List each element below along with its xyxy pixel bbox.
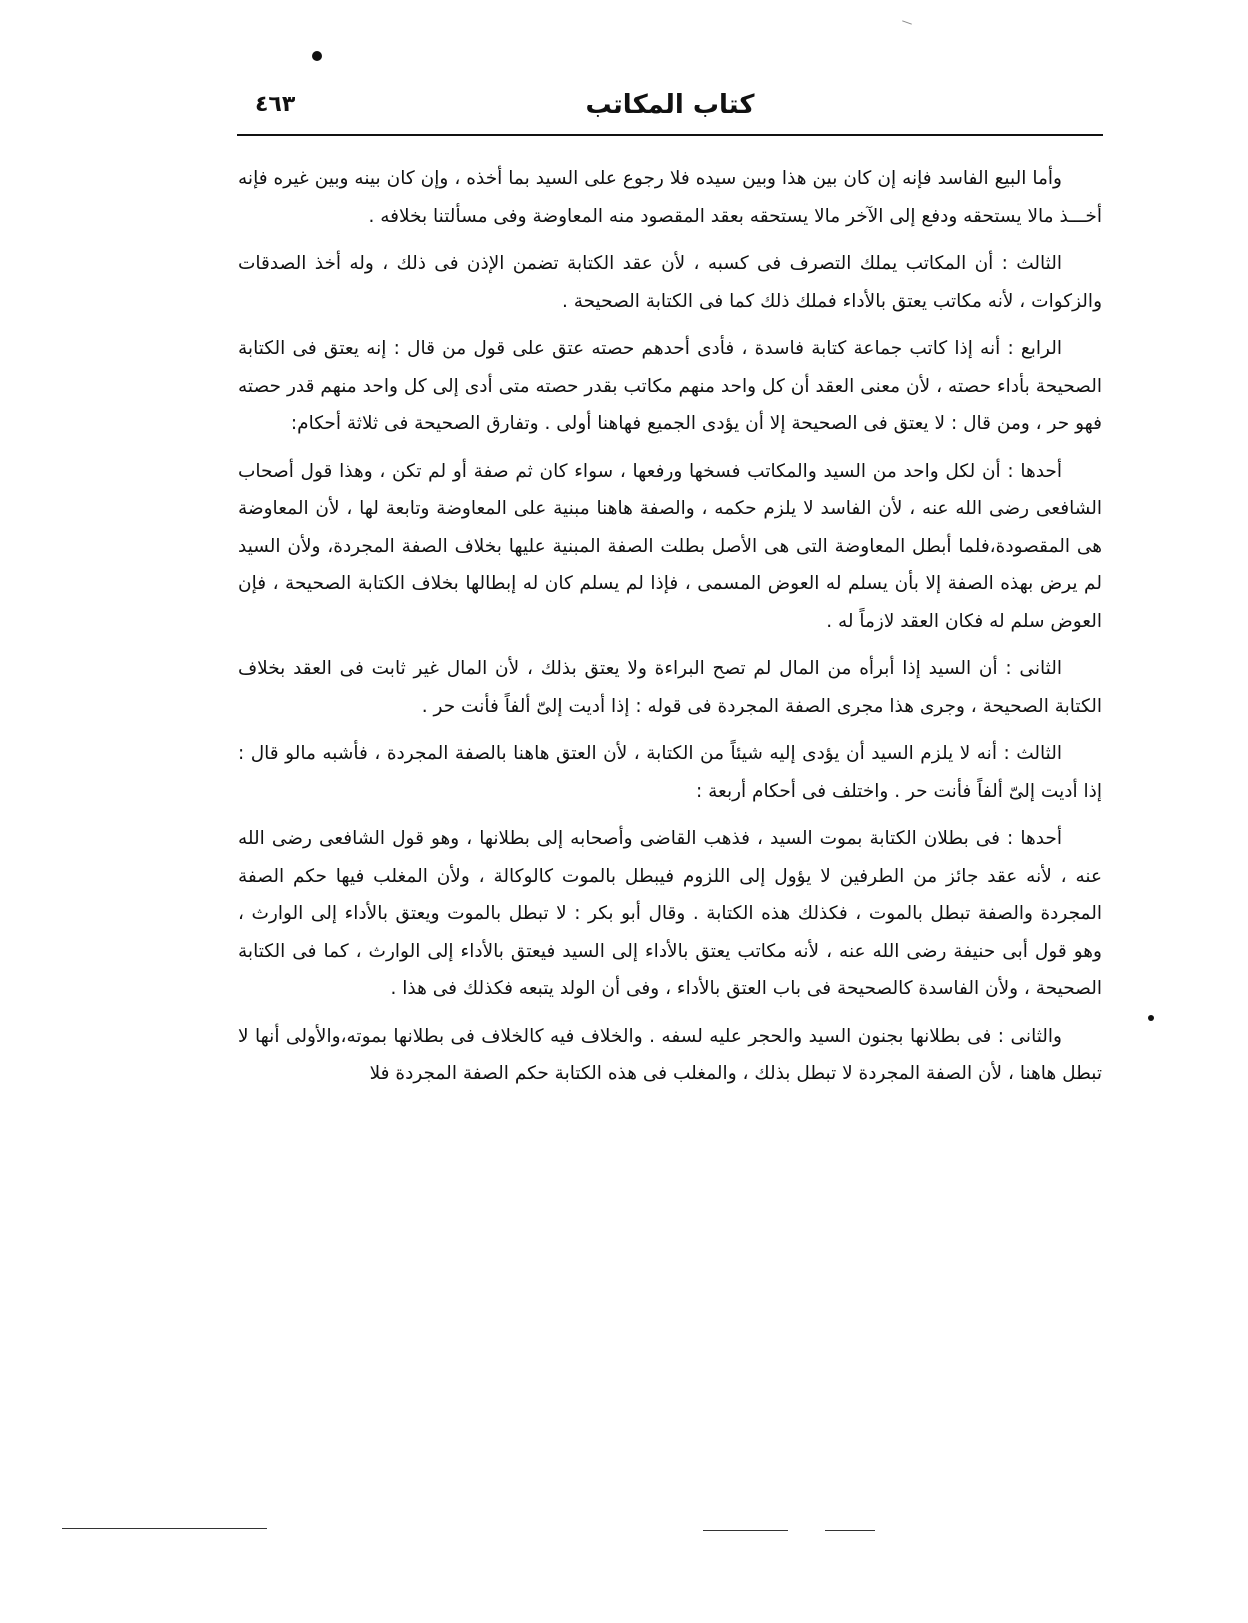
footer-rule-left	[62, 1528, 267, 1529]
ink-dot-margin	[1148, 1015, 1154, 1021]
paragraph-difference-two: الثانى : أن السيد إذا أبرأه من المال لم تصح البراءة ولا يعتق بذلك ، لأن المال غير ثابت فى العقد بخلاف الكتابة الصحيحة ، وجرى هذا مجرى الصفة المجردة فى قوله : إذا أديت إلىّ ألفاً فأنت حر .	[238, 658, 1102, 717]
paragraph-sale: وأما البيع الفاسد فإنه إن كان بين هذا وبين سيده فلا رجوع على السيد بما أخذه ، وإن كان بينه وبين غيره فإنه أخـــذ مالا يستحقه ودفع إلى الآخر مالا يستحقه بعقد المقصود منه المعاوضة وفى مسألتنا بخلافه .	[238, 168, 1102, 227]
paragraph-difference-three: الثالث : أنه لا يلزم السيد أن يؤدى إليه شيئاً من الكتابة ، لأن العتق هاهنا بالصفة المجردة ، فأشبه مالو قال : إذا أديت إلىّ ألفاً فأنت حر . واختلف فى أحكام أربعة :	[238, 743, 1102, 802]
header-rule	[237, 134, 1103, 136]
page-number: ٤٦٣	[255, 92, 296, 117]
paragraph-dispute-two: والثانى : فى بطلانها بجنون السيد والحجر عليه لسفه . والخلاف فيه كالخلاف فى بطلانها بموته،والأولى أنها لا تبطل هاهنا ، لأن الصفة المجردة لا تبطل بذلك ، والمغلب فى هذه الكتابة حكم الصفة المجردة فلا	[238, 1025, 1102, 1084]
paragraph-third-ruling: الثالث : أن المكاتب يملك التصرف فى كسبه ، لأن عقد الكتابة تضمن الإذن فى ذلك ، وله أخذ الصدقات والزكوات ، لأنه مكاتب يعتق بالأداء فملك ذلك كما فى الكتابة الصحيحة .	[238, 253, 1102, 312]
footer-rule-right	[825, 1530, 875, 1531]
scan-speck	[902, 20, 912, 24]
ink-dot-top	[312, 51, 322, 61]
footer-rule-mid	[703, 1530, 788, 1531]
paragraph-dispute-one: أحدها : فى بطلان الكتابة بموت السيد ، فذهب القاضى وأصحابه إلى بطلانها ، وهو قول الشافعى رضى الله عنه ، لأنه عقد جائز من الطرفين لا يؤول إلى اللزوم فيبطل بالموت كالوكالة ، ولأن المغلب فيها حكم الصفة المجردة والصفة تبطل بالموت ، فكذلك هذه الكتابة . وقال أبو بكر : لا تبطل بالموت ويعتق بالأداء إلى الوارث ، وهو قول أبى حنيفة رضى الله عنه ، لأنه مكاتب يعتق بالأداء إلى السيد فيعتق بالأداء إلى الوارث ، كما فى الكتابة الصحيحة ، ولأن الفاسدة كالصحيحة فى باب العتق بالأداء ، وفى أن الولد يتبعه فكذلك فى هذا .	[238, 828, 1102, 999]
paragraph-difference-one: أحدها : أن لكل واحد من السيد والمكاتب فسخها ورفعها ، سواء كان ثم صفة أو لم تكن ، وهذا قول أصحاب الشافعى رضى الله عنه ، لأن الفاسد لا يلزم حكمه ، والصفة هاهنا مبنية على المعاوضة وتابعة لها ، لأن المعاوضة هى المقصودة،فلما أبطل المعاوضة التى هى الأصل بطلت الصفة المبنية عليها بخلاف الصفة المجردة، ولأن السيد لم يرض بهذه الصفة إلا بأن يسلم له العوض المسمى ، فإذا لم يسلم كان له إبطالها بخلاف الكتابة الصحيحة ، فإن العوض سلم له فكان العقد لازماً له .	[238, 460, 1102, 632]
body-text	[238, 160, 1102, 1103]
running-title: كتاب المكاتب	[585, 90, 755, 120]
paragraph-fourth-ruling: الرابع : أنه إذا كاتب جماعة كتابة فاسدة ، فأدى أحدهم حصته عتق على قول من قال : إنه يعتق فى الكتابة الصحيحة بأداء حصته ، لأن معنى العقد أن كل واحد منهم مكاتب بقدر حصته متى أدى إلى كل واحد منهم قدر حصته فهو حر ، ومن قال : لا يعتق فى الصحيحة إلا أن يؤدى الجميع فهاهنا أولى . وتفارق الصحيحة فى ثلاثة أحكام:	[238, 338, 1102, 434]
page-header	[237, 88, 1103, 130]
